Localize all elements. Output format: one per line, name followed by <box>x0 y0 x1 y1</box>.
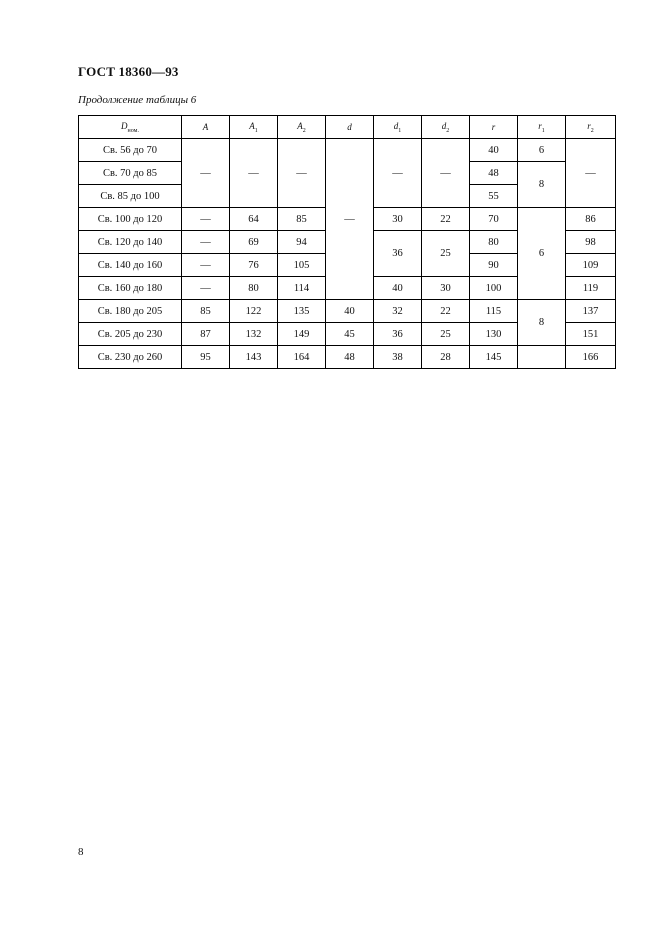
cell-d: 48 <box>326 346 374 369</box>
cell-d1: 40 <box>374 277 422 300</box>
row-label: Св. 120 до 140 <box>79 231 182 254</box>
cell-r2: 109 <box>566 254 616 277</box>
row-label: Св. 230 до 260 <box>79 346 182 369</box>
cell-a2: 135 <box>278 300 326 323</box>
row-label: Св. 70 до 85 <box>79 162 182 185</box>
cell-a: 85 <box>182 300 230 323</box>
cell-r1 <box>518 346 566 369</box>
cell-a: 87 <box>182 323 230 346</box>
cell-r: 90 <box>470 254 518 277</box>
cell-d2: — <box>422 139 470 208</box>
table-row <box>79 300 616 323</box>
cell-a1: 69 <box>230 231 278 254</box>
page-number: 8 <box>78 846 84 858</box>
row-label: Св. 85 до 100 <box>79 185 182 208</box>
cell-r: 40 <box>470 139 518 162</box>
table-caption: Продолжение таблицы 6 <box>78 94 197 106</box>
header-a2: $A_2$ <box>278 116 326 139</box>
cell-d2: 22 <box>422 300 470 323</box>
dimensions-table <box>78 115 616 369</box>
cell-d: 45 <box>326 323 374 346</box>
cell-d: 40 <box>326 300 374 323</box>
header-r1: $r_1$ <box>518 116 566 139</box>
row-label: Св. 205 до 230 <box>79 323 182 346</box>
row-label: Св. 180 до 205 <box>79 300 182 323</box>
cell-a1: 132 <box>230 323 278 346</box>
cell-r: 80 <box>470 231 518 254</box>
cell-d1: 32 <box>374 300 422 323</box>
row-label: Св. 100 до 120 <box>79 208 182 231</box>
row-label: Св. 56 до 70 <box>79 139 182 162</box>
cell-a1: 64 <box>230 208 278 231</box>
cell-r1: 6 <box>518 139 566 162</box>
cell-a1: — <box>230 139 278 208</box>
cell-a: — <box>182 231 230 254</box>
row-label: Св. 160 до 180 <box>79 277 182 300</box>
cell-r2: 98 <box>566 231 616 254</box>
cell-d1: 30 <box>374 208 422 231</box>
header-d1: $d_1$ <box>374 116 422 139</box>
cell-r: 48 <box>470 162 518 185</box>
cell-d2: 28 <box>422 346 470 369</box>
cell-r: 115 <box>470 300 518 323</box>
header-a1: $A_1$ <box>230 116 278 139</box>
cell-r2: — <box>566 139 616 208</box>
cell-d1: 36 <box>374 231 422 277</box>
cell-r2: 151 <box>566 323 616 346</box>
header-a: A <box>182 116 230 139</box>
cell-d2: 22 <box>422 208 470 231</box>
cell-a: — <box>182 254 230 277</box>
header-r2: $r_2$ <box>566 116 616 139</box>
cell-a2: 149 <box>278 323 326 346</box>
cell-a: — <box>182 208 230 231</box>
cell-a1: 143 <box>230 346 278 369</box>
cell-r2: 137 <box>566 300 616 323</box>
cell-a2: 114 <box>278 277 326 300</box>
cell-d1: — <box>374 139 422 208</box>
cell-r: 55 <box>470 185 518 208</box>
cell-d2: 30 <box>422 277 470 300</box>
cell-r: 130 <box>470 323 518 346</box>
table-row <box>79 139 616 162</box>
header-d-nom: $D_{ном.}$ <box>79 116 182 139</box>
cell-a2: 105 <box>278 254 326 277</box>
cell-a1: 80 <box>230 277 278 300</box>
row-label: Св. 140 до 160 <box>79 254 182 277</box>
cell-d: — <box>326 139 374 300</box>
cell-a2: 94 <box>278 231 326 254</box>
cell-a: — <box>182 139 230 208</box>
cell-a2: 164 <box>278 346 326 369</box>
cell-d2: 25 <box>422 231 470 277</box>
cell-d1: 36 <box>374 323 422 346</box>
cell-a: 95 <box>182 346 230 369</box>
cell-r: 145 <box>470 346 518 369</box>
cell-a2: 85 <box>278 208 326 231</box>
cell-r2: 119 <box>566 277 616 300</box>
cell-r1: 8 <box>518 162 566 208</box>
table-header-row <box>79 116 616 139</box>
cell-r1: 6 <box>518 208 566 300</box>
table-row <box>79 346 616 369</box>
cell-a2: — <box>278 139 326 208</box>
cell-a1: 76 <box>230 254 278 277</box>
cell-r: 100 <box>470 277 518 300</box>
cell-r: 70 <box>470 208 518 231</box>
cell-a: — <box>182 277 230 300</box>
document-title: ГОСТ 18360—93 <box>78 64 179 79</box>
cell-r1: 8 <box>518 300 566 346</box>
header-r: r <box>470 116 518 139</box>
cell-d1: 38 <box>374 346 422 369</box>
header-d: d <box>326 116 374 139</box>
cell-a1: 122 <box>230 300 278 323</box>
header-d2: $d_2$ <box>422 116 470 139</box>
cell-r2: 166 <box>566 346 616 369</box>
cell-d2: 25 <box>422 323 470 346</box>
cell-r2: 86 <box>566 208 616 231</box>
